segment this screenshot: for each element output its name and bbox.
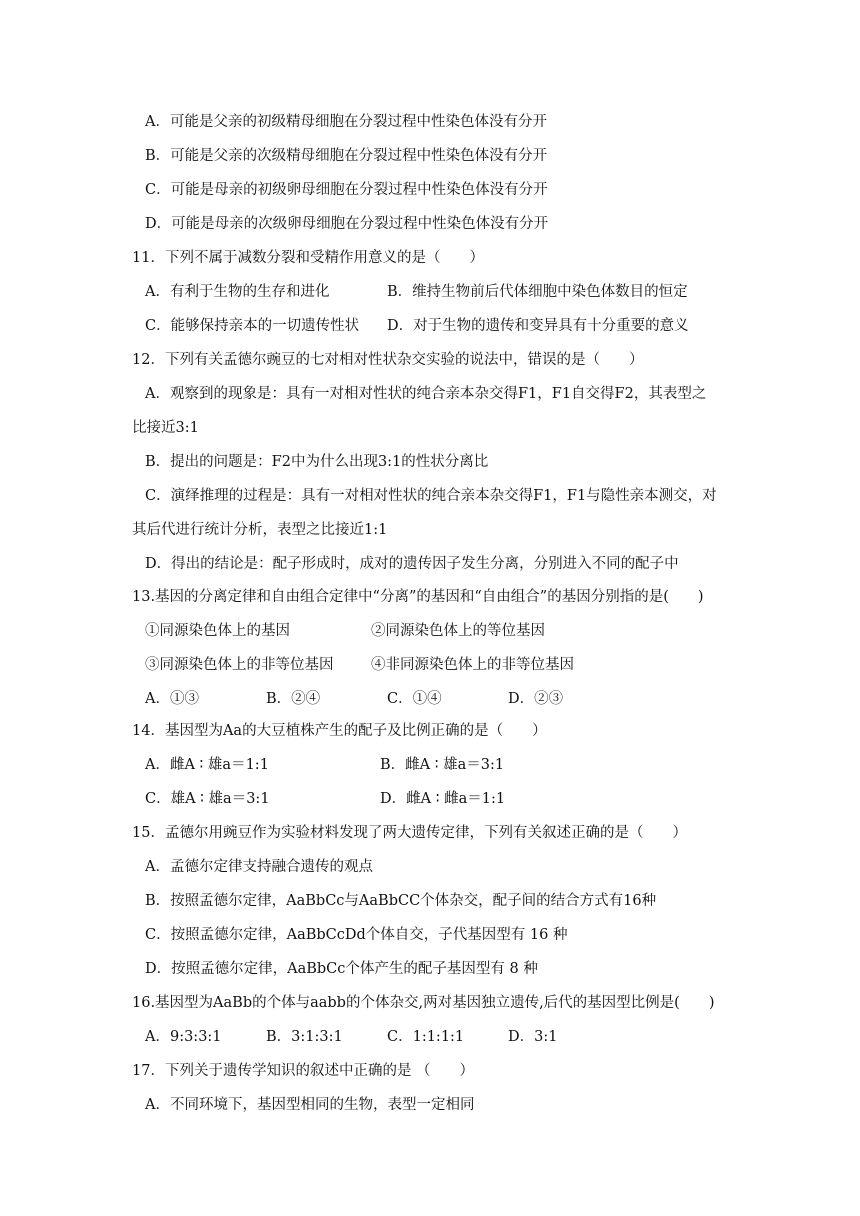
q15-stem: 15．孟德尔用豌豆作为实验材料发现了两大遗传定律，下列有关叙述正确的是（ ） (132, 825, 687, 841)
q14-option-d: D．雌A ∶ 雌a＝1:1 (380, 791, 506, 807)
q14-option-b: B．雌A ∶ 雄a＝3:1 (380, 757, 505, 773)
q11-option-c: C．能够保持亲本的一切遗传性状 (145, 318, 360, 334)
q13-option-b: B．②④ (266, 691, 321, 707)
q15-option-c: C．按照孟德尔定律，AaBbCcDd个体自交，子代基因型有 16 种 (145, 927, 568, 943)
q15-option-d: D．按照孟德尔定律，AaBbCc个体产生的配子基因型有 8 种 (145, 961, 538, 977)
q17-option-a: A．不同环境下，基因型相同的生物，表型一定相同 (145, 1097, 475, 1113)
q15-option-a: A．孟德尔定律支持融合遗传的观点 (145, 859, 373, 875)
q14-option-c: C．雄A ∶ 雄a＝3:1 (145, 791, 270, 807)
q13-stem: 13.基因的分离定律和自由组合定律中“分离”的基因和“自由组合”的基因分别指的是( ) (132, 589, 704, 605)
q10-option-a: A．可能是父亲的初级精母细胞在分裂过程中性染色体没有分开 (145, 114, 547, 130)
q11-option-d: D．对于生物的遗传和变异具有十分重要的意义 (387, 318, 689, 334)
q13-item-4: ④非同源染色体上的非等位基因 (371, 657, 574, 673)
q12-stem: 12．下列有关孟德尔豌豆的七对相对性状杂交实验的说法中，错误的是（ ） (132, 352, 644, 368)
q12-option-d: D．得出的结论是：配子形成时，成对的遗传因子发生分离，分别进入不同的配子中 (145, 556, 679, 572)
q13-item-2: ②同源染色体上的等位基因 (371, 623, 545, 639)
q13-option-a: A．①③ (145, 691, 199, 707)
q16-stem: 16.基因型为AaBb的个体与aabb的个体杂交,两对基因独立遗传,后代的基因型比例是( ) (132, 995, 715, 1011)
q13-option-c: C．①④ (387, 691, 442, 707)
q10-option-d: D．可能是母亲的次级卵母细胞在分裂过程中性染色体没有分开 (145, 216, 549, 232)
q16-option-a: A．9:3:3:1 (145, 1029, 222, 1045)
q17-stem: 17．下列关于遗传学知识的叙述中正确的是 （ ） (132, 1063, 475, 1079)
q11-stem: 11．下列不属于减数分裂和受精作用意义的是（ ） (132, 250, 484, 266)
q16-option-b: B．3:1:3:1 (266, 1029, 343, 1045)
q12-option-c-line1: C．演绎推理的过程是：具有一对相对性状的纯合亲本杂交得F1，F1与隐性亲本测交，对 (145, 488, 717, 504)
q14-stem: 14．基因型为Aa的大豆植株产生的配子及比例正确的是（ ） (132, 723, 547, 739)
q16-option-c: C．1:1:1:1 (387, 1029, 465, 1045)
q11-option-b: B．维持生物前后代体细胞中染色体数目的恒定 (387, 284, 688, 300)
q12-option-b: B．提出的问题是：F2中为什么出现3:1的性状分离比 (145, 454, 489, 470)
q12-option-c-line2: 其后代进行统计分析，表型之比接近1:1 (132, 522, 388, 538)
q11-option-a: A．有利于生物的生存和进化 (145, 284, 330, 300)
q13-item-3: ③同源染色体上的非等位基因 (145, 657, 334, 673)
q12-option-a-line2: 比接近3:1 (132, 420, 199, 436)
q14-option-a: A．雌A ∶ 雄a＝1:1 (145, 757, 269, 773)
q10-option-b: B．可能是父亲的次级精母细胞在分裂过程中性染色体没有分开 (145, 148, 548, 164)
q16-option-d: D．3:1 (508, 1029, 558, 1045)
q13-item-1: ①同源染色体上的基因 (145, 623, 290, 639)
q15-option-b: B．按照孟德尔定律，AaBbCc与AaBbCC个体杂交，配子间的结合方式有16种 (145, 893, 657, 909)
q13-option-d: D．②③ (508, 691, 564, 707)
q12-option-a-line1: A．观察到的现象是：具有一对相对性状的纯合亲本杂交得F1，F1自交得F2，其表型之 (145, 386, 707, 402)
q10-option-c: C．可能是母亲的初级卵母细胞在分裂过程中性染色体没有分开 (145, 182, 548, 198)
